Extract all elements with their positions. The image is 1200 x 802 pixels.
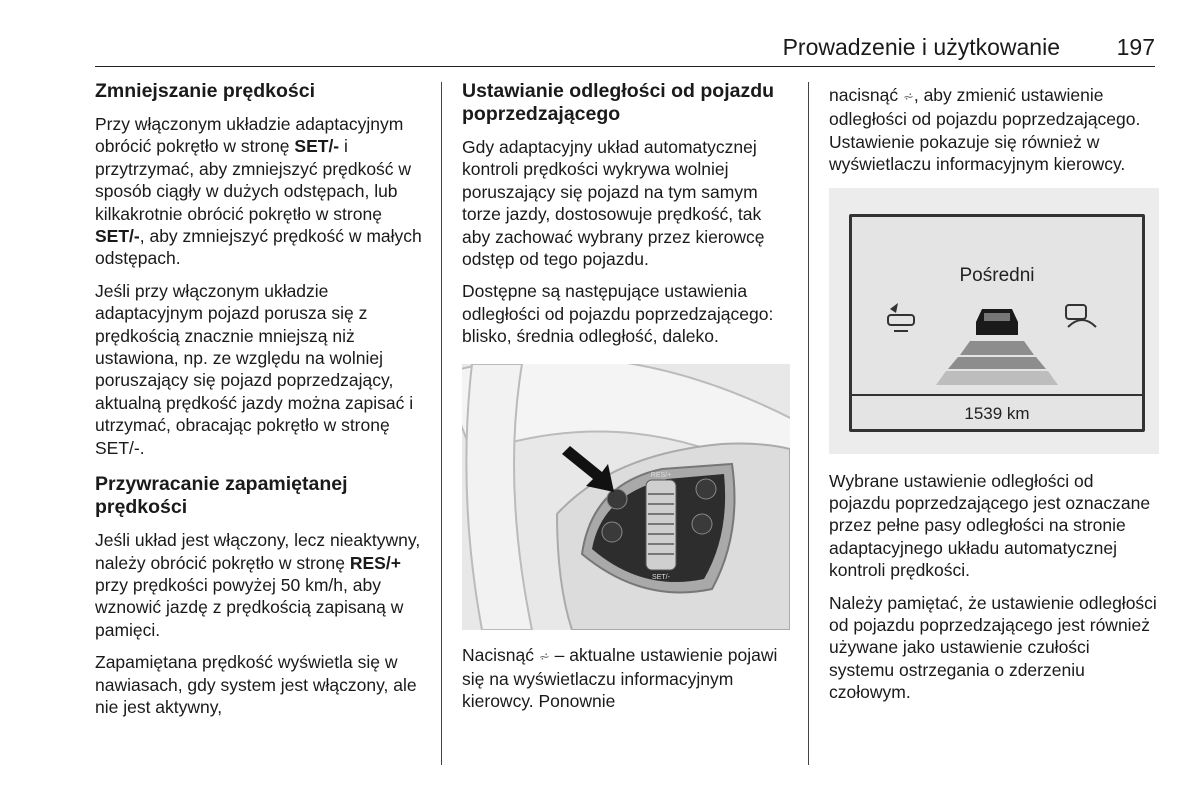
column-divider [808, 82, 809, 765]
odometer-reading: 1539 km [964, 403, 1030, 423]
page-header [95, 30, 1155, 67]
text: , aby zmienić ustawienie odległości od pojazdu poprzedzającego. Ustawienie pokazuje się również w wyświetlaczu informacyjnym kierowcy. [829, 85, 1141, 175]
column-divider [441, 82, 442, 765]
car-ahead-icon [976, 309, 1018, 335]
display-graphic [852, 217, 1142, 429]
set-minus-label: SET/- [652, 573, 670, 581]
control-label: RES/+ [349, 552, 401, 573]
steering-wheel-illustration [462, 364, 790, 630]
steering-wheel-figure [462, 364, 790, 630]
distance-button-icon [607, 489, 627, 509]
control-label: SET/- [294, 136, 340, 157]
driver-info-display-figure [829, 188, 1159, 454]
distance-setting-icon: ⩫ [538, 648, 550, 664]
paragraph [829, 84, 1159, 176]
text: przy prędkości powyżej 50 km/h, aby wznowić jazdę z prędkością zapisaną w pamięci. [95, 574, 404, 640]
text: i przytrzymać, aby zmniejszyć prędkość w sposób ciągły w dużych odstępach, lub kilkakrotnie obrócić pokrętło w stronę [95, 136, 412, 224]
text: Przy włączonym układzie adaptacyjnym obrócić pokrętło w stronę [95, 114, 404, 157]
distance-bar-far [936, 371, 1058, 385]
paragraph [462, 644, 794, 713]
paragraph: Gdy adaptacyjny układ automatycznej kontroli prędkości wykrywa wolniej poruszający się pojazd na tym samym torze jazdy, dostosowuje prędkość, tak aby zachować wybrany przez kierowcę odstęp od tego pojazdu. [462, 137, 765, 270]
paragraph: Dostępne są następujące ustawienia odległości od pojazdu poprzedzającego: blisko, średnia odległość, daleko. [462, 281, 774, 347]
paragraph [95, 113, 430, 270]
collision-alert-button-icon [696, 479, 716, 499]
text: Nacisnąć [462, 644, 539, 665]
control-label: SET/- [95, 226, 140, 247]
cruise-button-icon [602, 522, 622, 542]
speed-limiter-button-icon [692, 514, 712, 534]
column-middle [462, 80, 794, 723]
text: – aktualne ustawienie pojawi się na wyświetlaczu informacyjnym kierowcy. Ponownie [462, 644, 778, 712]
paragraph: Należy pamiętać, że ustawienie odległości od pojazdu poprzedzającego jest również używane jako ustawienie czułości systemu ostrzegania o zderzeniu czołowym. [829, 592, 1157, 703]
distance-mode-label: Pośredni [959, 264, 1035, 286]
page-number: 197 [1116, 34, 1155, 60]
text: , aby zmniejszyć prędkość w małych odstępach. [95, 226, 422, 269]
display-screen [849, 214, 1145, 432]
section-heading: Przywracanie zapamiętanej prędkości [95, 473, 348, 519]
right-distance-icon [1066, 305, 1096, 327]
distance-bar-mid [948, 357, 1046, 369]
distance-bar-near [960, 341, 1034, 355]
distance-setting-icon: ⩫ [902, 89, 914, 104]
paragraph: Wybrane ustawienie odległości od pojazdu poprzedzającego jest oznaczane przez pełne pasy odległości na stronie adaptacyjnego układu automatycznej kontroli prędkości. [829, 470, 1151, 581]
section-heading: Ustawianie odległości od pojazdu poprzedzającego [462, 80, 775, 125]
paragraph: Zapamiętana prędkość wyświetla się w nawiasach, gdy system jest włączony, ale nie jest aktywny, [95, 652, 417, 717]
paragraph [95, 529, 430, 641]
column-left [95, 80, 430, 728]
text: nacisnąć [829, 85, 903, 105]
column-right [829, 84, 1159, 714]
left-forward-collision-icon [888, 303, 914, 331]
section-heading: Zmniejszanie prędkości [95, 80, 315, 102]
header-title: Prowadzenie i użytkowanie [782, 34, 1060, 60]
text: Jeśli układ jest włączony, lecz nieaktywny, należy obrócić pokrętło w stronę [95, 530, 421, 573]
paragraph: Jeśli przy włączonym układzie adaptacyjnym pojazd porusza się z prędkością znacznie mniejszą niż ustawiona, np. ze względu na wolniej poruszający się pojazd poprzedzający, aktualną prędkość jazdy można zapisać i utrzymać, obracając pokrętło w stronę SET/-. [95, 280, 414, 458]
res-plus-label: RES/+ [650, 471, 672, 479]
